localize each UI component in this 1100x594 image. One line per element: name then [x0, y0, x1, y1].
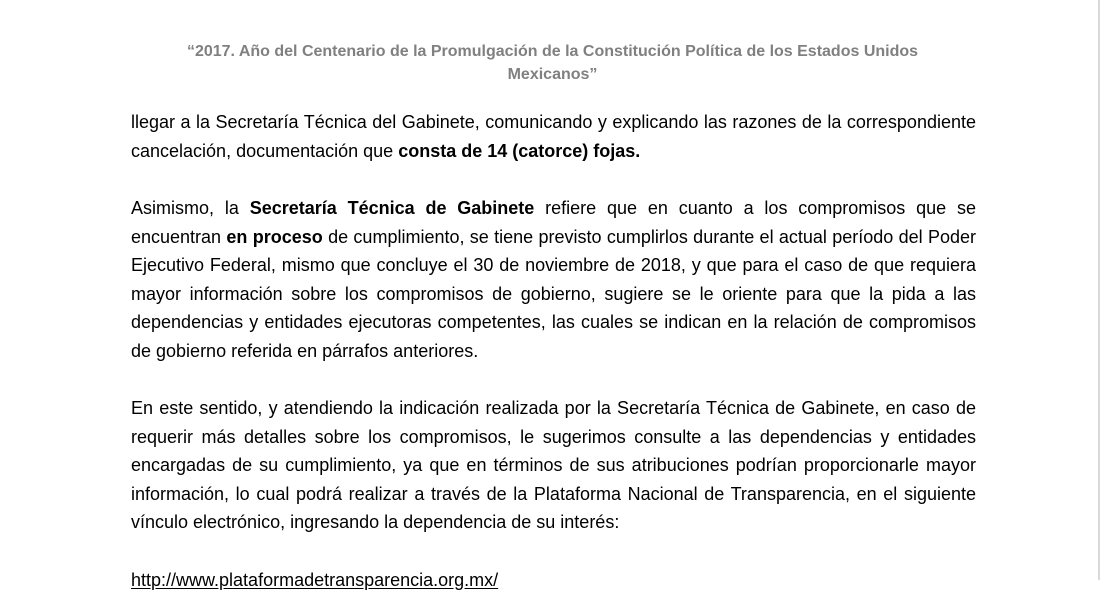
transparency-platform-link[interactable]: http://www.plataformadetransparencia.org.mx/	[131, 570, 498, 590]
header-line-1: “2017. Año del Centenario de la Promulgación de la Constitución Política de los Estados Unidos	[130, 40, 975, 63]
header-line-2: Mexicanos”	[130, 63, 975, 86]
paragraph-1	[131, 108, 976, 165]
document-body	[131, 108, 976, 594]
paragraph-2-text-2: refiere que en cuanto a los compromisos que se encuentran	[131, 198, 976, 247]
paragraph-2-text-3: de cumplimiento, se tiene previsto cumplirlos durante el actual período del Poder Ejecutivo Federal, mismo que concluye el 30 de noviembre de 2018, y que para el caso de que requiera mayor información sobre los compromisos de gobierno, sugiere se le oriente para que la pida a las dependencias y entidades ejecutoras competentes, las cuales se indican en la relación de compromisos de gobierno referida en párrafos anteriores.	[131, 227, 976, 361]
paragraph-2-bold-2: en proceso	[226, 227, 322, 247]
paragraph-2-bold-1: Secretaría Técnica de Gabinete	[250, 198, 535, 218]
paragraph-2-text-1: Asimismo, la	[131, 198, 250, 218]
document-header	[130, 40, 975, 86]
paragraph-1-text: llegar a la Secretaría Técnica del Gabinete, comunicando y explicando las razones de la correspondiente cancelación, documentación que	[131, 112, 976, 161]
paragraph-1-bold: consta de 14 (catorce) fojas.	[398, 141, 640, 161]
paragraph-3-text: En este sentido, y atendiendo la indicación realizada por la Secretaría Técnica de Gabinete, en caso de requerir más detalles sobre los compromisos, le sugerimos consulte a las dependencias y entidades encargadas de su cumplimiento, ya que en términos de sus atribuciones podrían proporcionarle mayor información, lo cual podrá realizar a través de la Plataforma Nacional de Transparencia, en el siguiente vínculo electrónico, ingresando la dependencia de su interés:	[131, 398, 976, 532]
paragraph-2	[131, 194, 976, 365]
paragraph-3	[131, 394, 976, 537]
